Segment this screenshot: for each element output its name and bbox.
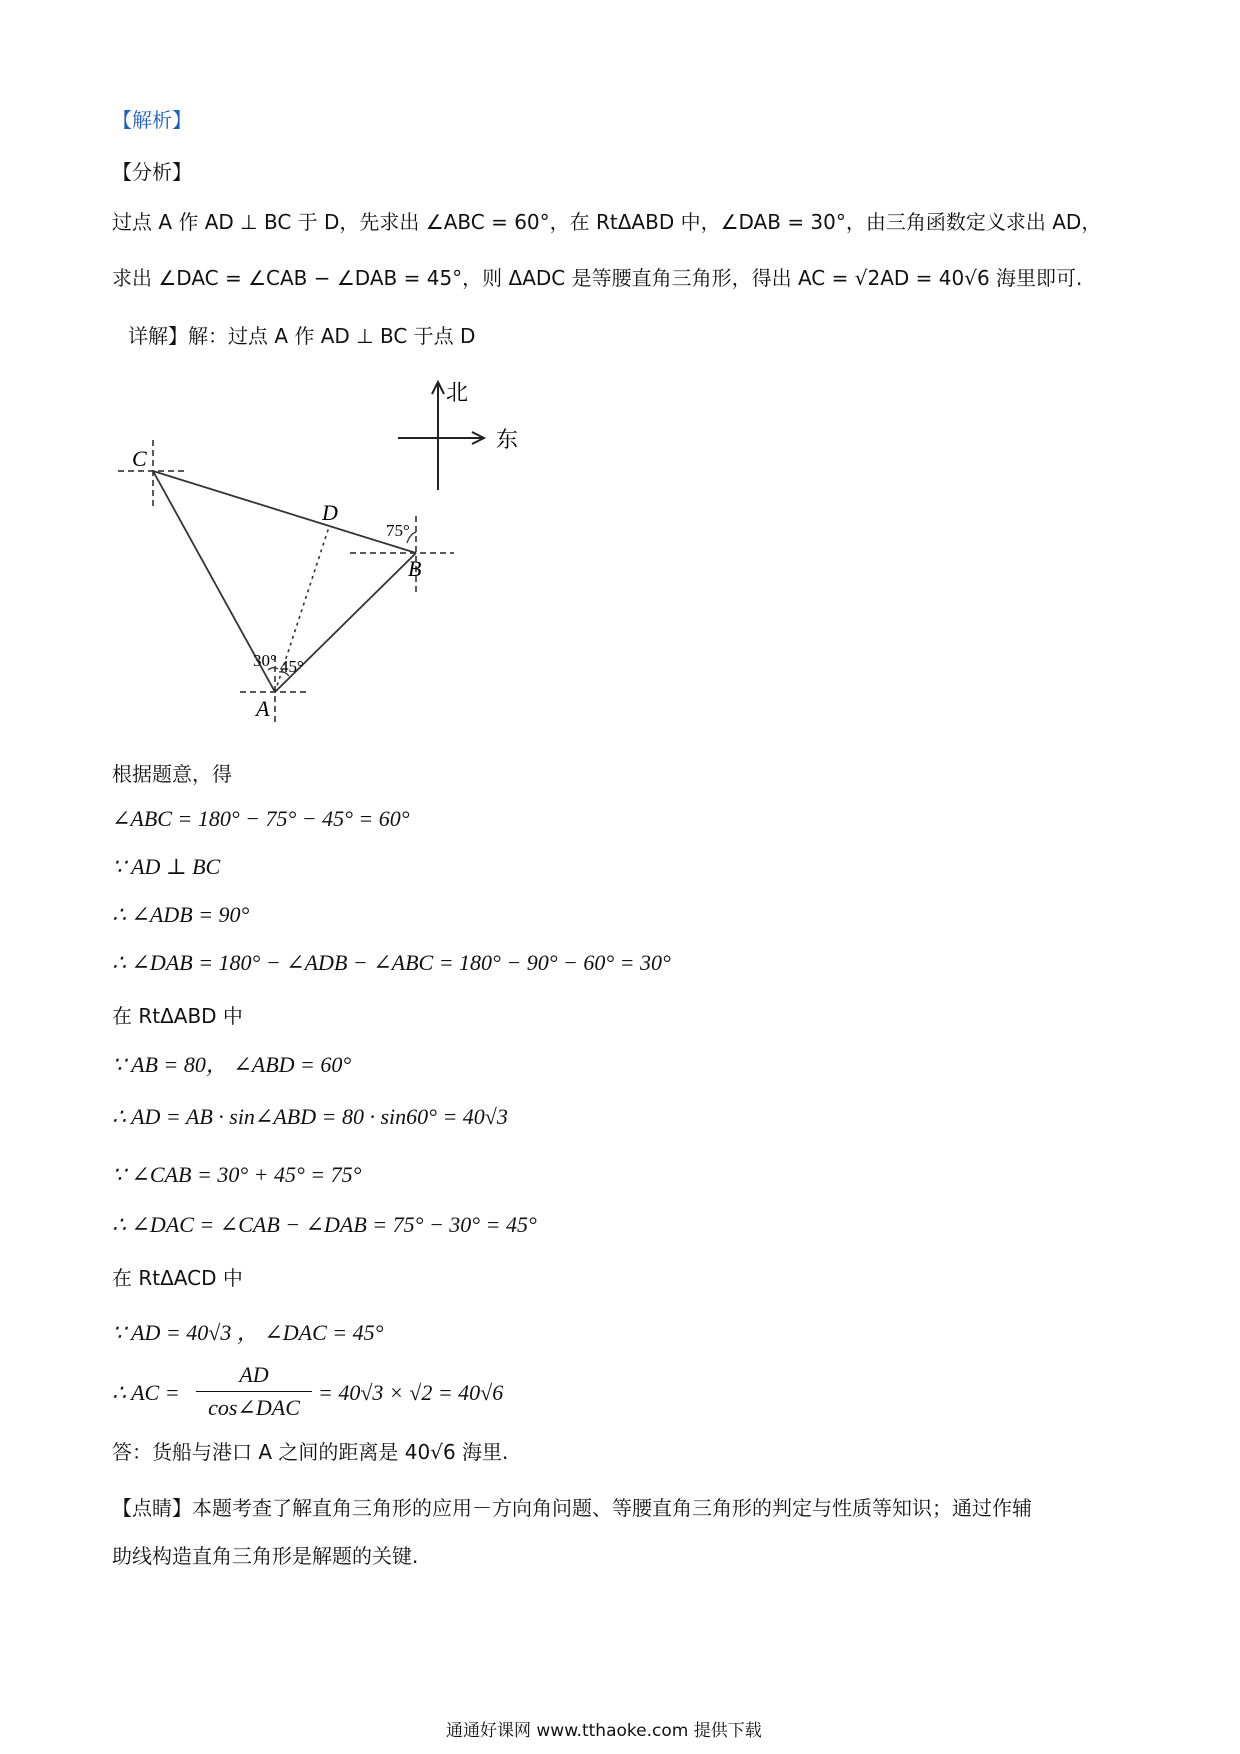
solution-step-11: 在 RtΔACD 中 — [112, 1266, 243, 1290]
c-crosshair — [118, 440, 188, 508]
solution-step-6: 在 RtΔABD 中 — [112, 1004, 243, 1028]
solution-step-10: ∴ ∠DAC = ∠CAB − ∠DAB = 75° − 30° = 45° — [112, 1212, 537, 1237]
north-label: 北 — [446, 380, 469, 405]
fraction-ad-over-cos — [196, 1362, 312, 1421]
geometry-figure — [100, 370, 540, 730]
point-c-label: C — [132, 446, 147, 471]
point-b-label: B — [408, 556, 422, 581]
point-a-label: A — [256, 696, 270, 721]
solution-step-9: ∵ ∠CAB = 30° + 45° = 75° — [112, 1162, 362, 1187]
angle-30-label: 30° — [253, 651, 277, 670]
fraction-bar — [196, 1391, 312, 1392]
final-answer: 答：货船与港口 A 之间的距离是 40√6 海里. — [112, 1440, 509, 1464]
angle-75-label: 75° — [386, 521, 410, 540]
fenxi-heading: 【分析】 — [112, 160, 192, 184]
jiexi-heading: 【解析】 — [112, 108, 192, 132]
solution-step-5: ∴ ∠DAB = 180° − ∠ADB − ∠ABC = 180° − 90° − 60° = 30° — [112, 950, 671, 975]
fraction-denominator: cos∠DAC — [208, 1395, 300, 1420]
solution-step-4: ∴ ∠ADB = 90° — [112, 902, 250, 927]
solution-step-13-rhs: = 40√3 × √2 = 40√6 — [318, 1380, 504, 1405]
analysis-line-1: 过点 A 作 AD ⊥ BC 于 D，先求出 ∠ABC = 60°，在 RtΔABD 中，∠DAB = 30°，由三角函数定义求出 AD， — [112, 210, 1102, 234]
solution-step-2: ∠ABC = 180° − 75° − 45° = 60° — [112, 806, 410, 831]
solution-step-8: ∴ AD = AB · sin∠ABD = 80 · sin60° = 40√3 — [112, 1104, 508, 1129]
comment-line-2: 助线构造直角三角形是解题的关键. — [112, 1544, 419, 1568]
footer-credit: 通通好课网 www.tthaoke.com 提供下载 — [446, 1721, 762, 1741]
detail-intro: 详解】解：过点 A 作 AD ⊥ BC 于点 D — [128, 324, 476, 348]
analysis-line-2: 求出 ∠DAC = ∠CAB − ∠DAB = 45°，则 ΔADC 是等腰直角三角形，得出 AC = √2AD = 40√6 海里即可. — [112, 266, 1083, 290]
fraction-numerator: AD — [239, 1362, 269, 1387]
solution-step-1: 根据题意，得 — [112, 762, 232, 786]
east-label: 东 — [496, 427, 519, 452]
angle-45-label: 45° — [280, 657, 304, 676]
solution-step-12: ∵ AD = 40√3 ， ∠DAC = 45° — [112, 1320, 384, 1345]
compass — [398, 382, 484, 490]
comment-line-1: 【点睛】本题考查了解直角三角形的应用－方向角问题、等腰直角三角形的判定与性质等知识；通过作辅 — [112, 1496, 1032, 1520]
solution-step-3: ∵ AD ⊥ BC — [112, 854, 221, 879]
point-d-label: D — [322, 500, 338, 525]
solution-step-13-lhs: ∴ AC = — [112, 1380, 180, 1405]
solution-step-7: ∵ AB = 80， ∠ABD = 60° — [112, 1052, 352, 1077]
